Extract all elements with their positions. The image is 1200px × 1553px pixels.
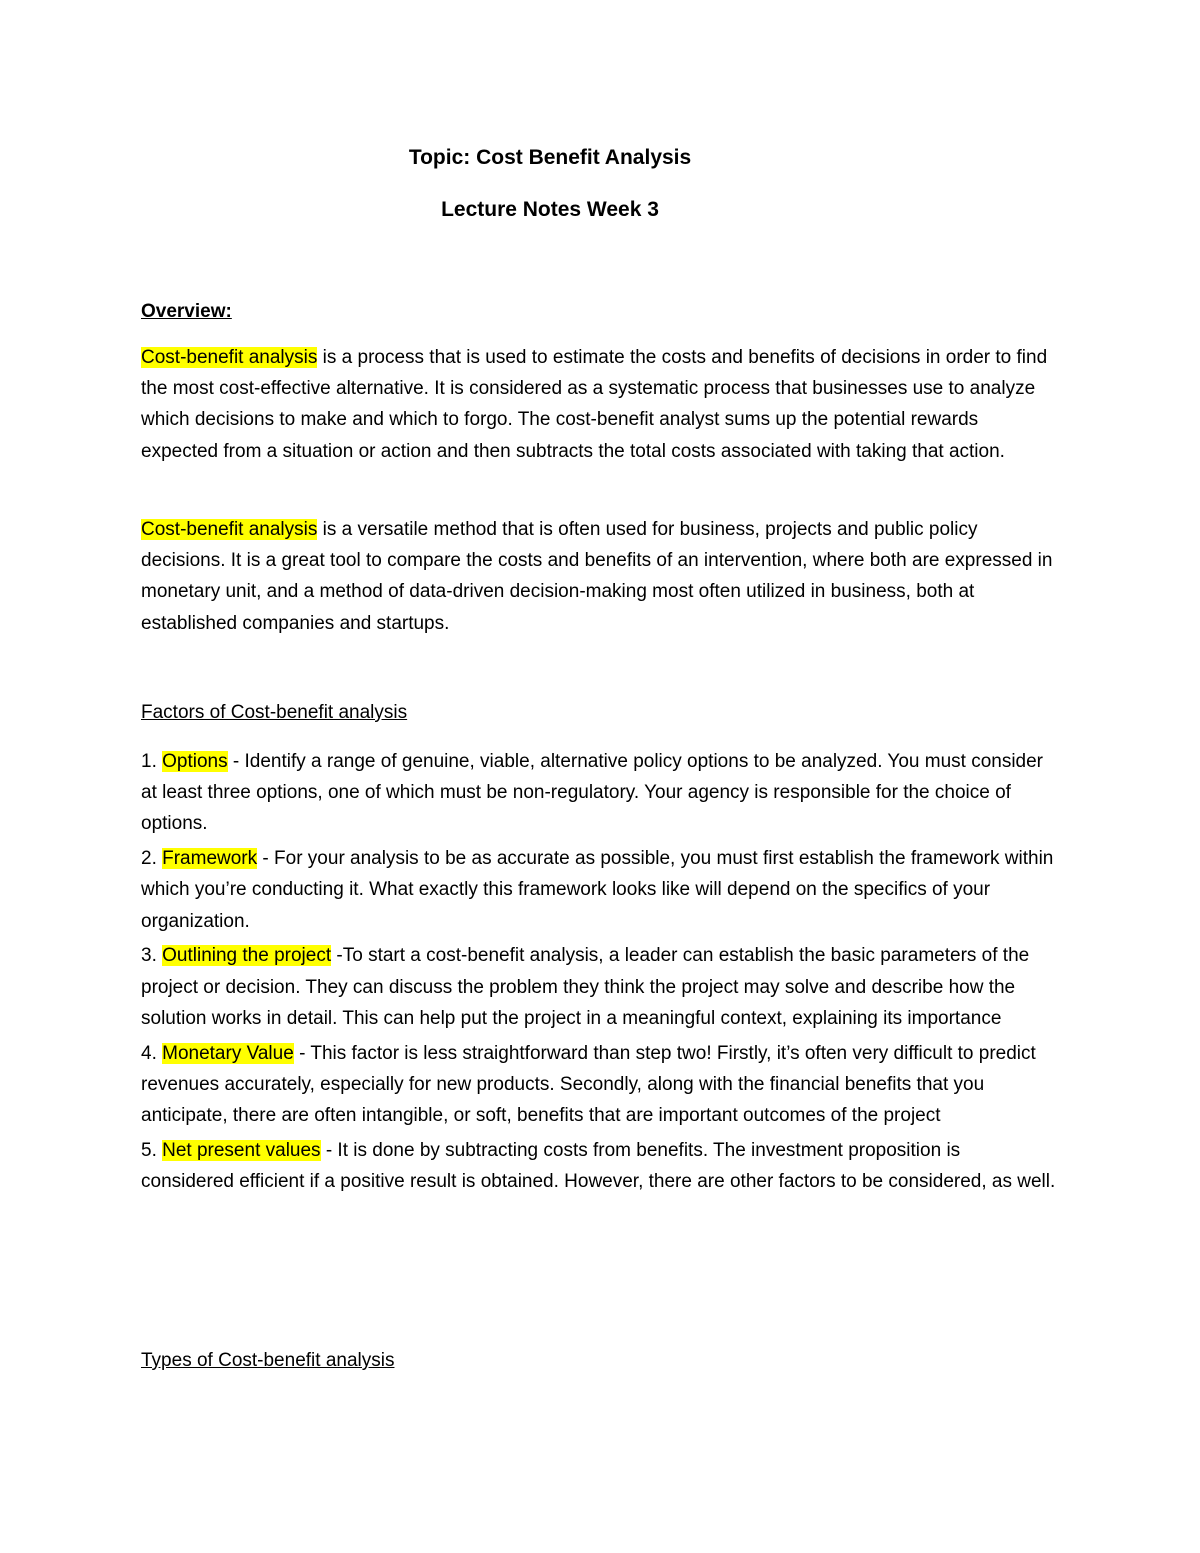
factor-item bbox=[141, 1135, 1056, 1197]
highlighted-term: Cost-benefit analysis bbox=[141, 347, 318, 368]
factor-number: 2. bbox=[141, 848, 163, 870]
paragraph-text: is a process that is used to estimate the costs and benefits of decisions in order to find the most cost-effective alternative. It is considered as a systematic process that businesses use to analyze which decisions to make and which to forgo. The cost-benefit analyst sums up the potential rewards expected from a situation or action and then subtracts the total costs associated with taking that action. bbox=[141, 347, 1048, 462]
factors-list bbox=[141, 746, 1056, 1201]
factor-text: - Identify a range of genuine, viable, alternative policy options to be analyzed. You must consider at least three options, one of which must be non-regulatory. Your agency is responsible for the choice of options. bbox=[141, 751, 1044, 835]
factor-term: Outlining the project bbox=[162, 945, 332, 967]
factor-number: 4. bbox=[141, 1042, 163, 1064]
factor-text: -To start a cost-benefit analysis, a leader can establish the basic parameters of the project or decision. They can discuss the problem they think the project may solve and describe how the solution works in detail. This can help put the project in a meaningful context, explaining its importance bbox=[141, 945, 1030, 1029]
factor-text: - For your analysis to be as accurate as possible, you must first establish the framework within which you’re conducting it. What exactly this framework looks like will depend on the specifics of your organization. bbox=[141, 848, 1054, 932]
factor-number: 5. bbox=[141, 1139, 163, 1161]
overview-paragraph bbox=[141, 342, 1056, 467]
factor-term: Monetary Value bbox=[162, 1042, 294, 1064]
types-heading: Types of Cost-benefit analysis bbox=[141, 1350, 395, 1371]
highlighted-term: Cost-benefit analysis bbox=[141, 519, 318, 540]
factor-item bbox=[141, 746, 1056, 840]
factor-number: 3. bbox=[141, 945, 163, 967]
factor-term: Net present values bbox=[162, 1139, 321, 1161]
overview-paragraph bbox=[141, 514, 1056, 639]
factor-text: - This factor is less straightforward than step two! Firstly, it’s often very difficult to predict revenues accurately, especially for new products. Secondly, along with the financial benefits that you anticipate, there are often intangible, or soft, benefits that are important outcomes of the project bbox=[141, 1042, 1036, 1127]
factor-item bbox=[141, 1038, 1056, 1132]
overview-heading: Overview: bbox=[141, 301, 232, 322]
factor-term: Framework bbox=[162, 848, 258, 870]
factor-term: Options bbox=[162, 751, 228, 772]
factor-item bbox=[141, 843, 1056, 937]
paragraph-text: is a versatile method that is often used for business, projects and public policy decisions. It is a great tool to compare the costs and benefits of an intervention, where both are expressed in monetary unit, and a method of data-driven decision-making most often utilized in business, both at established companies and startups. bbox=[141, 519, 1053, 634]
factor-item bbox=[141, 940, 1056, 1034]
factor-number: 1. bbox=[141, 751, 163, 772]
document-title: Topic: Cost Benefit Analysis bbox=[408, 146, 692, 169]
factor-text: - It is done by subtracting costs from benefits. The investment proposition is considered efficient if a positive result is obtained. However, there are other factors to be considered, as well. bbox=[141, 1139, 1056, 1193]
document-subtitle: Lecture Notes Week 3 bbox=[441, 198, 659, 221]
factors-heading: Factors of Cost-benefit analysis bbox=[141, 702, 408, 723]
